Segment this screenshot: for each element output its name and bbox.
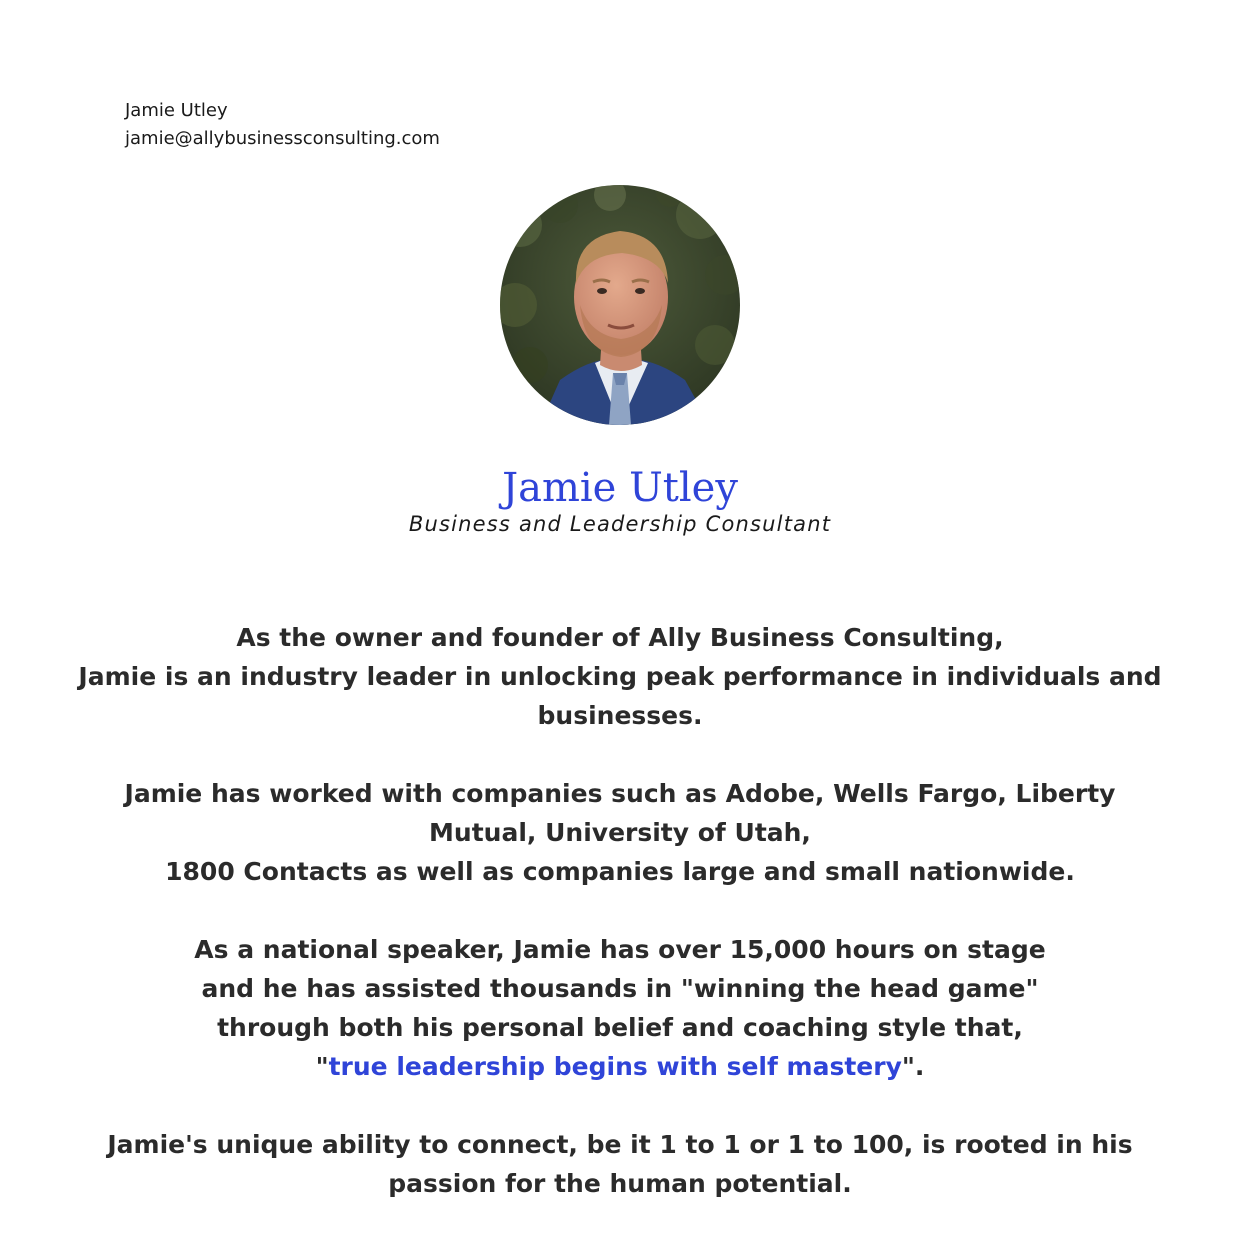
bio-paragraph-1 [70, 618, 1170, 735]
bio-p2-line1: Jamie has worked with companies such as Adobe, Wells Fargo, Liberty Mutual, University of Utah, [124, 779, 1116, 847]
bio-p3-line3: through both his personal belief and coaching style that, [217, 1013, 1023, 1042]
contact-block [125, 97, 440, 153]
contact-email: jamie@allybusinessconsulting.com [125, 128, 440, 149]
bio-p3-line2: and he has assisted thousands in "winning the head game" [201, 974, 1039, 1003]
bio-p1-line2: Jamie is an industry leader in unlocking peak performance in individuals and businesses. [78, 662, 1162, 730]
bio-quote-highlight: true leadership begins with self mastery [328, 1052, 902, 1081]
bio-p1-line1: As the owner and founder of Ally Business Consulting, [236, 623, 1004, 652]
bio-paragraph-4 [70, 1125, 1170, 1203]
bio [70, 618, 1170, 1203]
bio-p4-text: Jamie's unique ability to connect, be it 1 to 1 or 1 to 100, is rooted in his passion for the human potential. [107, 1130, 1133, 1198]
bio-quote-open: " [315, 1052, 329, 1081]
bio-paragraph-3 [70, 930, 1170, 1086]
bio-p2-line2: 1800 Contacts as well as companies large and small nationwide. [165, 857, 1075, 886]
profile-photo [500, 185, 740, 425]
profile-role: Business and Leadership Consultant [408, 512, 832, 536]
contact-name: Jamie Utley [125, 100, 228, 121]
bio-quote-close: ". [901, 1052, 925, 1081]
bio-p3-line1: As a national speaker, Jamie has over 15,000 hours on stage [194, 935, 1046, 964]
bio-paragraph-2 [70, 774, 1170, 891]
profile-name: Jamie Utley [502, 465, 738, 511]
